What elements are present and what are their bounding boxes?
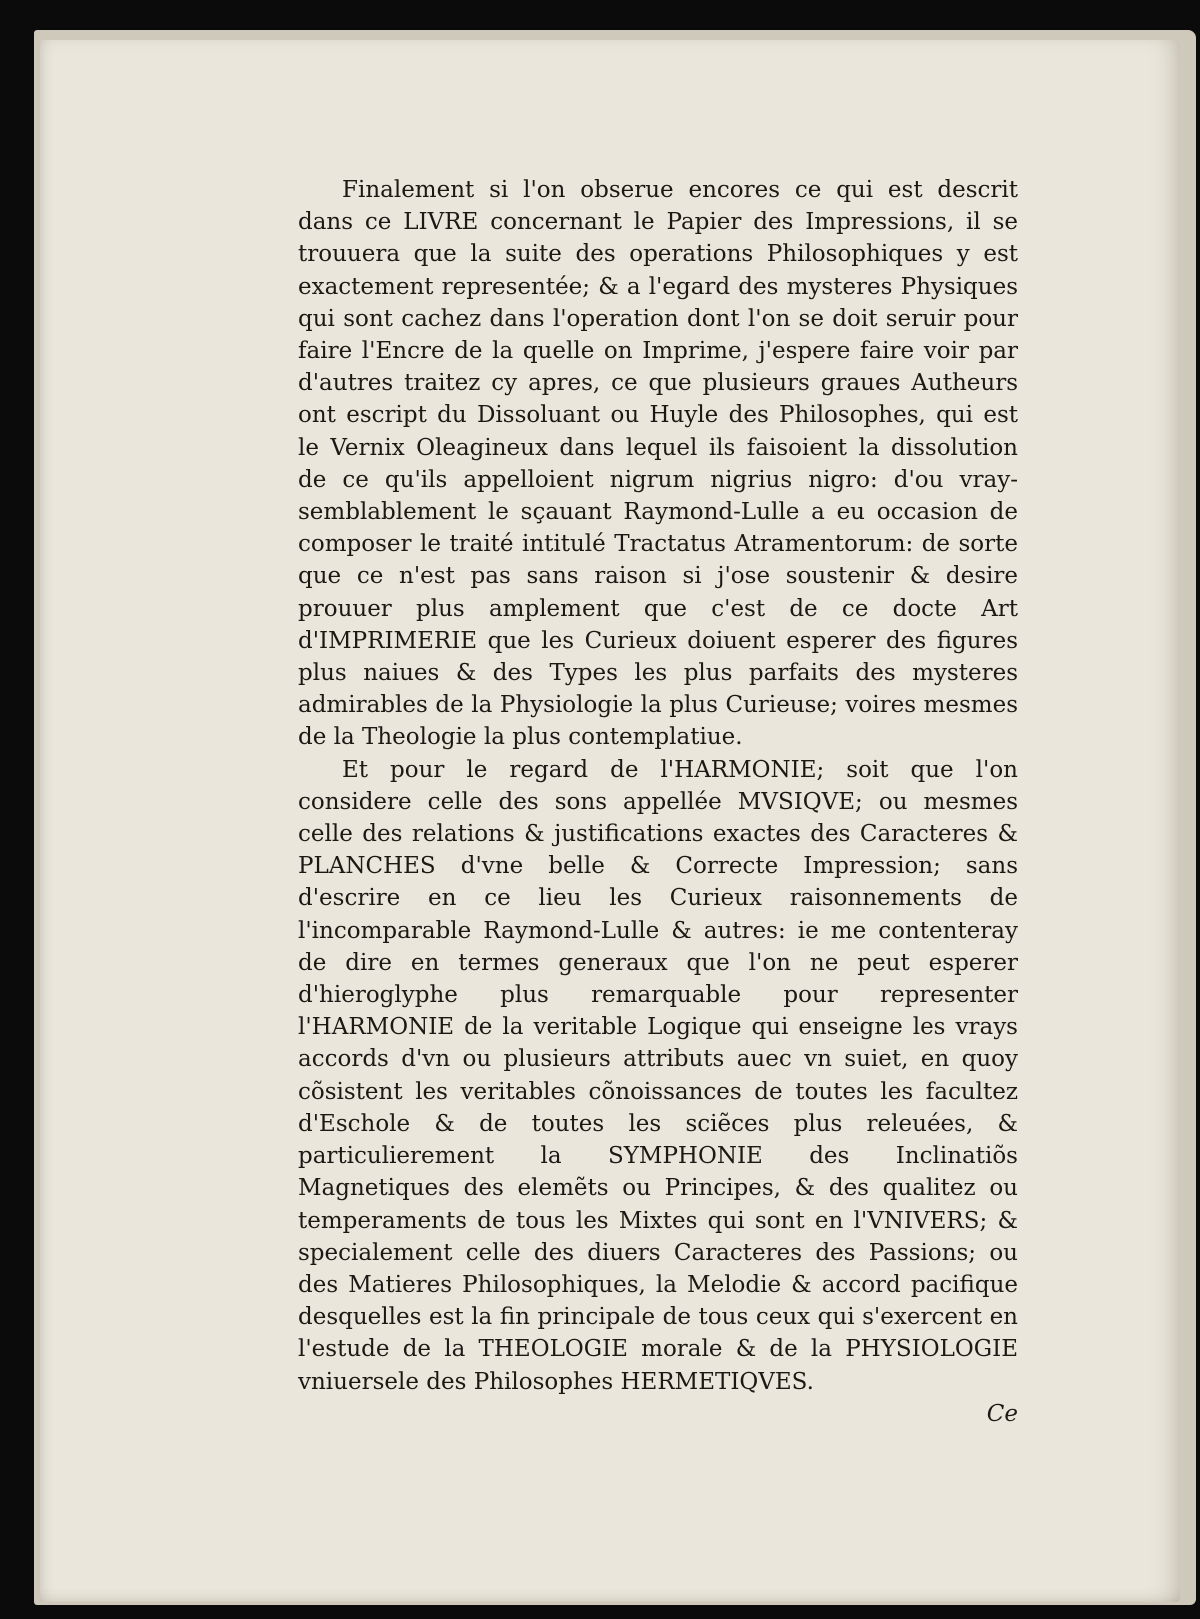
catchword: Ce [986,1400,1018,1427]
paragraph-1: Finalement si l'on obserue encores ce qui est descrit dans ce LIVRE concernant le Papier des Impressions, il se trouuera que la suite des operations Philosophiques y est exactement representée; & a l'egard des mysteres Physiques qui sont cachez dans l'operation dont l'on se doit seruir pour faire l'Encre de la quelle on Imprime, j'espere faire voir par d'autres traitez cy apres, ce que plusieurs graues Autheurs ont escript du Dissoluant ou Huyle des Philosophes, qui est le Vernix Oleagineux dans lequel ils faisoient la dissolution de ce qu'ils appelloient nigrum nigrius nigro: d'ou vray-semblablement le sçauant Raymond-Lulle a eu occasion de composer le traité intitulé Tractatus Atramentorum: de sorte que ce n'est pas sans raison si j'ose soustenir & desire prouuer plus amplement que c'est de ce docte Art d'IMPRIMERIE que les Curieux doiuent esperer des figures plus naiues & des Types les plus parfaits des mysteres admirables de la Physiologie la plus Curieuse; voires mesmes de la Theologie la plus contemplatiue. [298,177,1018,751]
paragraph-2: Et pour le regard de l'HARMONIE; soit que l'on considere celle des sons appellée MVSIQVE; ou mesmes celle des relations & justifications exactes des Caracteres & PLANCHES d'vne belle & Correcte Impression; sans d'escrire en ce lieu les Curieux raisonnements de l'incomparable Raymond-Lulle & autres: ie me contenteray de dire en termes generaux que l'on ne peut esperer d'hieroglyphe plus remarquable pour representer l'HARMONIE de la veritable Logique qui enseigne les vrays accords d'vn ou plusieurs attributs auec vn suiet, en quoy cõsistent les veritables cõnoissances de toutes les facultez d'Eschole & de toutes les sciẽces plus releuées, & particulierement la SYMPHONIE des Inclinatiõs Magnetiques des elemẽts ou Principes, & des qualitez ou temperaments de tous les Mixtes qui sont en l'VNIVERS; & specialement celle des diuers Caracteres des Passions; ou des Matieres Philosophiques, la Melodie & accord pacifique desquelles est la fin principale de tous ceux qui s'exercent en l'estude de la THEOLOGIE morale & de la PHYSIOLOGIE vniuersele des Philosophes HERMETIQVES. [298,756,1018,1395]
text-block [298,174,1018,1430]
